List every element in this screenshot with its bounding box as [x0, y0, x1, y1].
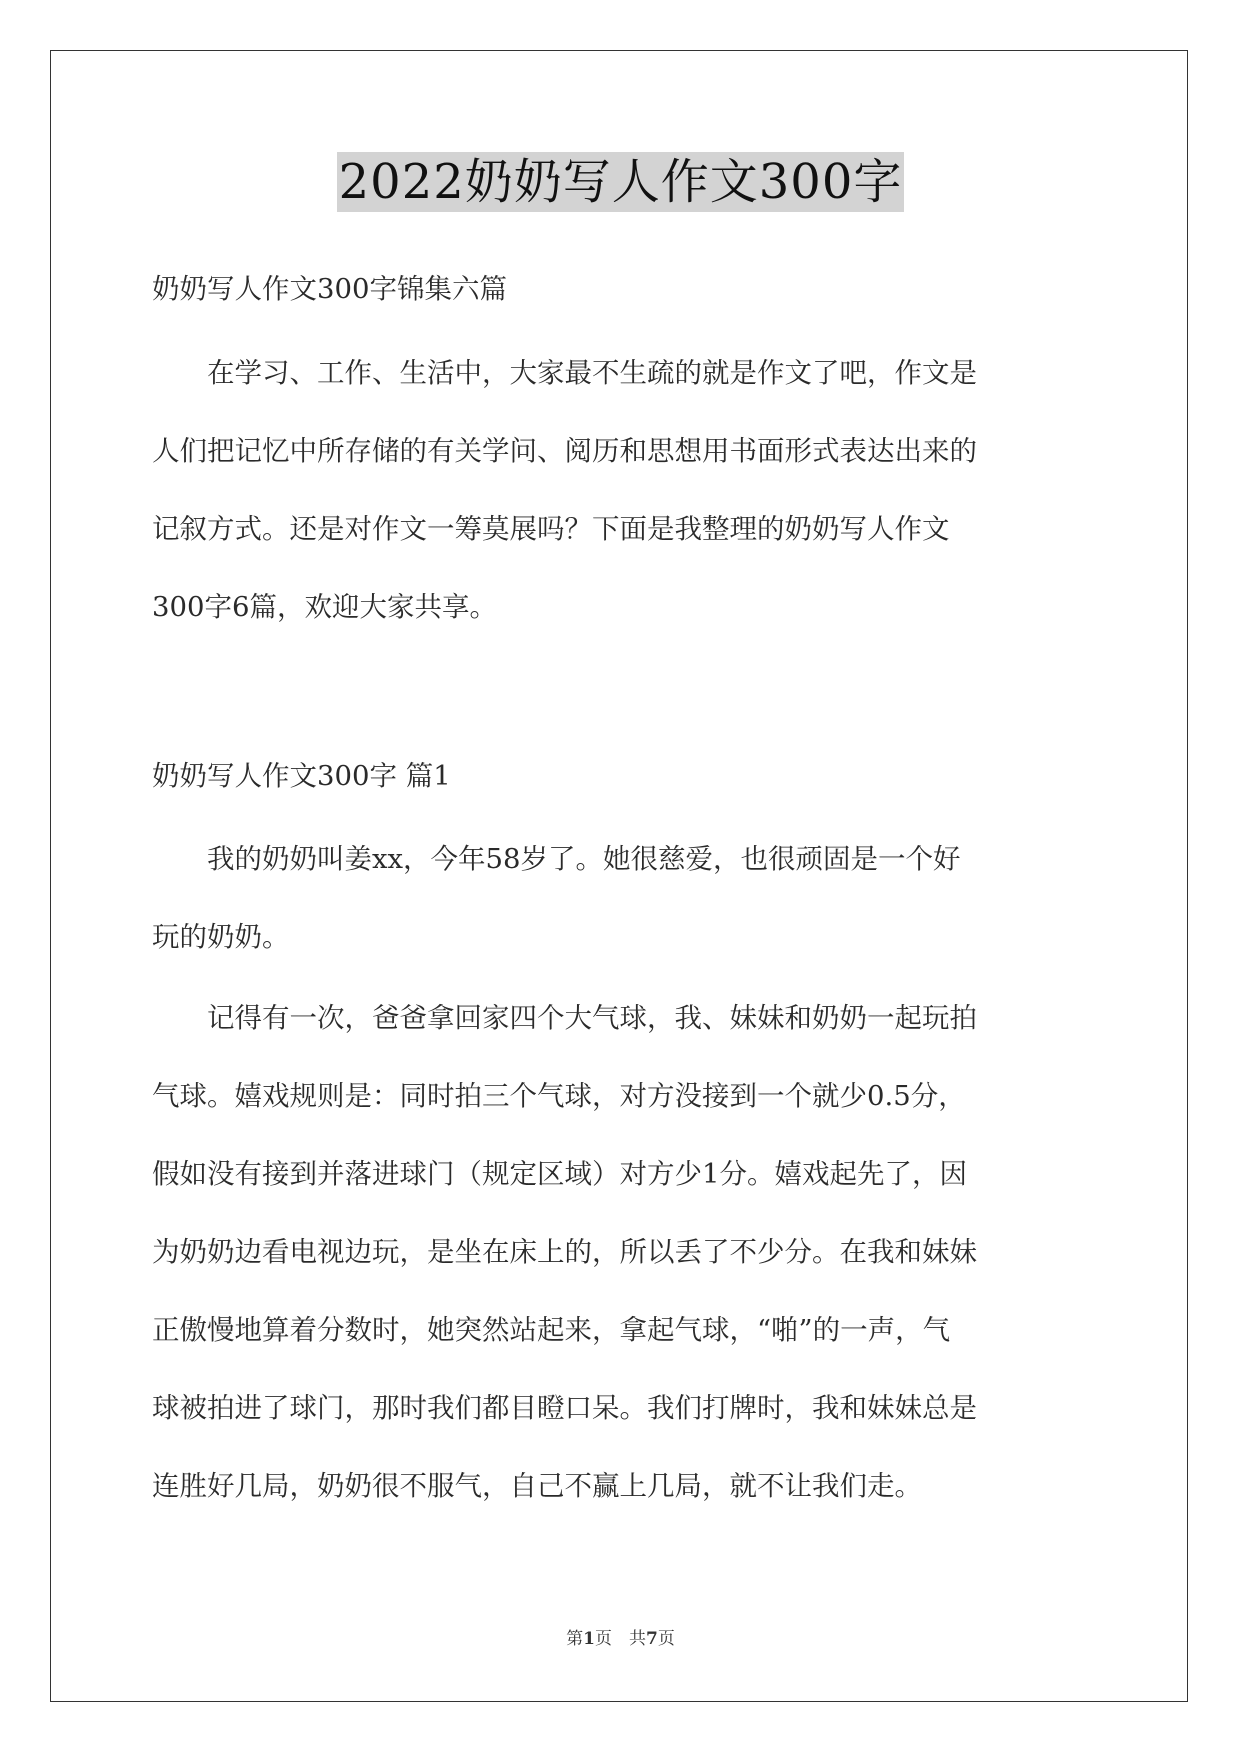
page-footer	[0, 1624, 1241, 1649]
total-pages-number: 7	[646, 1629, 658, 1649]
text-line: 记得有一次，爸爸拿回家四个大气球，我、妹妹和奶奶一起玩拍	[152, 1002, 977, 1034]
text-line: 我的奶奶叫姜xx，今年58岁了。她很慈爱，也很顽固是一个好	[152, 843, 961, 875]
current-page-number: 1	[583, 1629, 595, 1649]
intro-paragraph	[152, 334, 1092, 646]
text-line: 人们把记忆中所存储的有关学问、阅历和思想用书面形式表达出来的	[152, 435, 977, 467]
text-line: 记叙方式。还是对作文一筹莫展吗？下面是我整理的奶奶写人作文	[152, 513, 950, 545]
document-subtitle	[152, 250, 1092, 328]
footer-page-suffix: 页 共	[595, 1629, 646, 1649]
subtitle-text: 奶奶写人作文300字锦集六篇	[152, 273, 507, 305]
text-line: 正傲慢地算着分数时，她突然站起来，拿起气球，“啪”的一声，气	[152, 1314, 951, 1346]
text-line: 连胜好几局，奶奶很不服气，自己不赢上几局，就不让我们走。	[152, 1470, 922, 1502]
document-title: 2022奶奶写人作文300字	[338, 154, 903, 210]
section-heading	[152, 737, 1092, 815]
footer-total-suffix: 页	[657, 1629, 675, 1649]
text-line: 300字6篇，欢迎大家共享。	[152, 591, 497, 623]
text-line: 玩的奶奶。	[152, 921, 290, 953]
title-container	[0, 152, 1241, 212]
text-line: 在学习、工作、生活中，大家最不生疏的就是作文了吧，作文是	[152, 357, 977, 389]
section-heading-text: 奶奶写人作文300字 篇1	[152, 760, 451, 792]
footer-prefix: 第	[566, 1629, 584, 1649]
paragraph-2	[152, 979, 1092, 1525]
paragraph-1	[152, 820, 1092, 976]
text-line: 气球。嬉戏规则是：同时拍三个气球，对方没接到一个就少0.5分，	[152, 1080, 966, 1112]
text-line: 球被拍进了球门，那时我们都目瞪口呆。我们打牌时，我和妹妹总是	[152, 1392, 977, 1424]
text-line: 假如没有接到并落进球门（规定区域）对方少1分。嬉戏起先了，因	[152, 1158, 967, 1190]
text-line: 为奶奶边看电视边玩，是坐在床上的，所以丢了不少分。在我和妹妹	[152, 1236, 977, 1268]
